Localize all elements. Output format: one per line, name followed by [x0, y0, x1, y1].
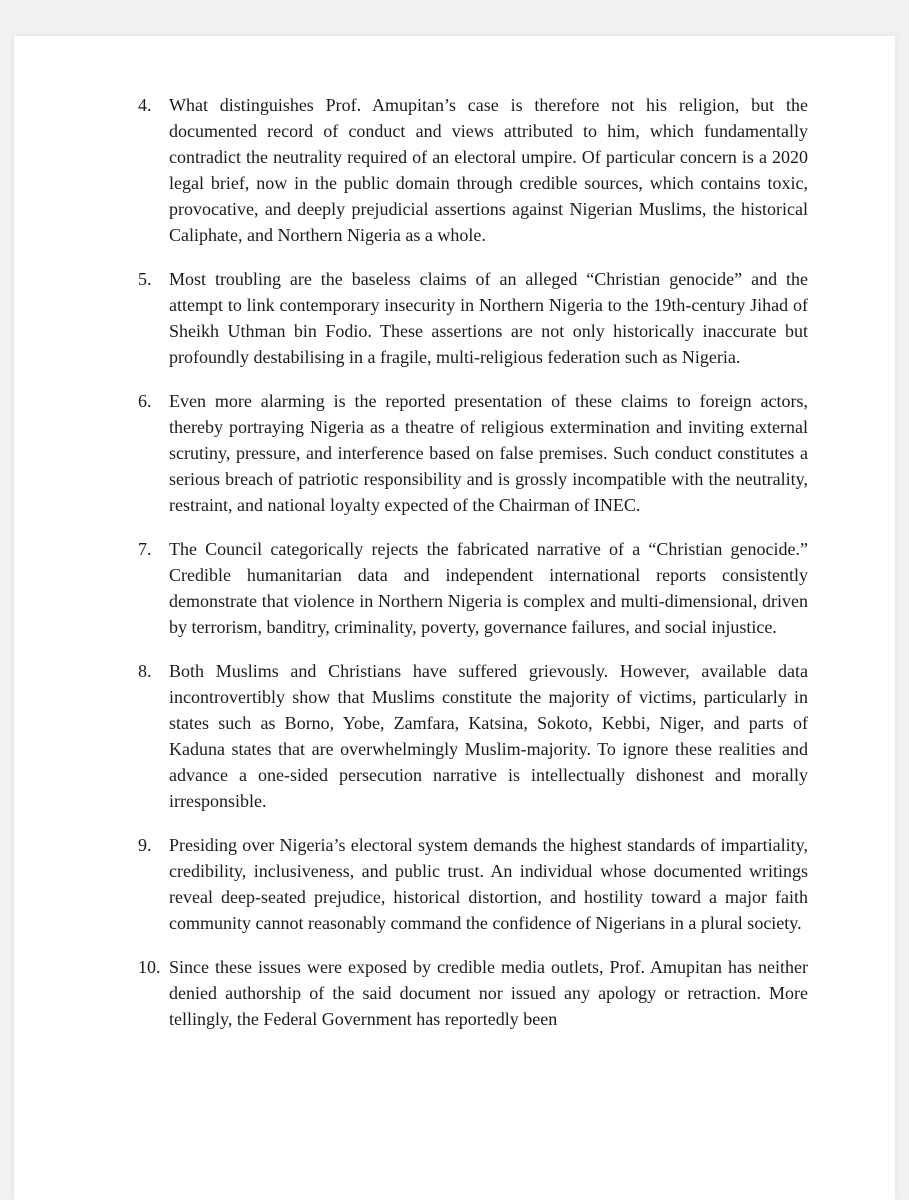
- paragraph-number: 10.: [138, 957, 161, 977]
- numbered-paragraph-list: [138, 92, 808, 1050]
- document-page: [14, 36, 895, 1200]
- paragraph-number: 7.: [138, 539, 152, 559]
- paragraph-text: Since these issues were exposed by credible media outlets, Prof. Amupitan has neither denied authorship of the said document nor issued any apology or retraction. More tellingly, the Federal Government has reportedly been: [169, 957, 808, 1029]
- paragraph-number: 5.: [138, 269, 152, 289]
- paragraph-item: [138, 658, 808, 814]
- paragraph-text: What distinguishes Prof. Amupitan’s case is therefore not his religion, but the documented record of conduct and views attributed to him, which fundamentally contradict the neutrality required of an electoral umpire. Of particular concern is a 2020 legal brief, now in the public domain through credible sources, which contains toxic, provocative, and deeply prejudicial assertions against Nigerian Muslims, the historical Caliphate, and Northern Nigeria as a whole.: [169, 95, 808, 245]
- paragraph-number: 6.: [138, 391, 152, 411]
- paragraph-item: [138, 266, 808, 370]
- paragraph-item: [138, 92, 808, 248]
- paragraph-item: [138, 388, 808, 518]
- paragraph-item: [138, 954, 808, 1032]
- paragraph-item: [138, 536, 808, 640]
- paragraph-text: Most troubling are the baseless claims of an alleged “Christian genocide” and the attempt to link contemporary insecurity in Northern Nigeria to the 19th-century Jihad of Sheikh Uthman bin Fodio. These assertions are not only historically inaccurate but profoundly destabilising in a fragile, multi-religious federation such as Nigeria.: [169, 269, 808, 367]
- paragraph-text: The Council categorically rejects the fabricated narrative of a “Christian genocide.” Credible humanitarian data and independent international reports consistently demonstrate that violence in Northern Nigeria is complex and multi-dimensional, driven by terrorism, banditry, criminality, poverty, governance failures, and social injustice.: [169, 539, 808, 637]
- paragraph-text: Even more alarming is the reported presentation of these claims to foreign actors, thereby portraying Nigeria as a theatre of religious extermination and inviting external scrutiny, pressure, and interference based on false premises. Such conduct constitutes a serious breach of patriotic responsibility and is grossly incompatible with the neutrality, restraint, and national loyalty expected of the Chairman of INEC.: [169, 391, 808, 515]
- paragraph-number: 4.: [138, 95, 152, 115]
- paragraph-item: [138, 832, 808, 936]
- paragraph-number: 9.: [138, 835, 152, 855]
- paragraph-text: Both Muslims and Christians have suffered grievously. However, available data incontrovertibly show that Muslims constitute the majority of victims, particularly in states such as Borno, Yobe, Zamfara, Katsina, Sokoto, Kebbi, Niger, and parts of Kaduna states that are overwhelmingly Muslim-majority. To ignore these realities and advance a one-sided persecution narrative is intellectually dishonest and morally irresponsible.: [169, 661, 808, 811]
- paragraph-number: 8.: [138, 661, 152, 681]
- paragraph-text: Presiding over Nigeria’s electoral system demands the highest standards of impartiality, credibility, inclusiveness, and public trust. An individual whose documented writings reveal deep-seated prejudice, historical distortion, and hostility toward a major faith community cannot reasonably command the confidence of Nigerians in a plural society.: [169, 835, 808, 933]
